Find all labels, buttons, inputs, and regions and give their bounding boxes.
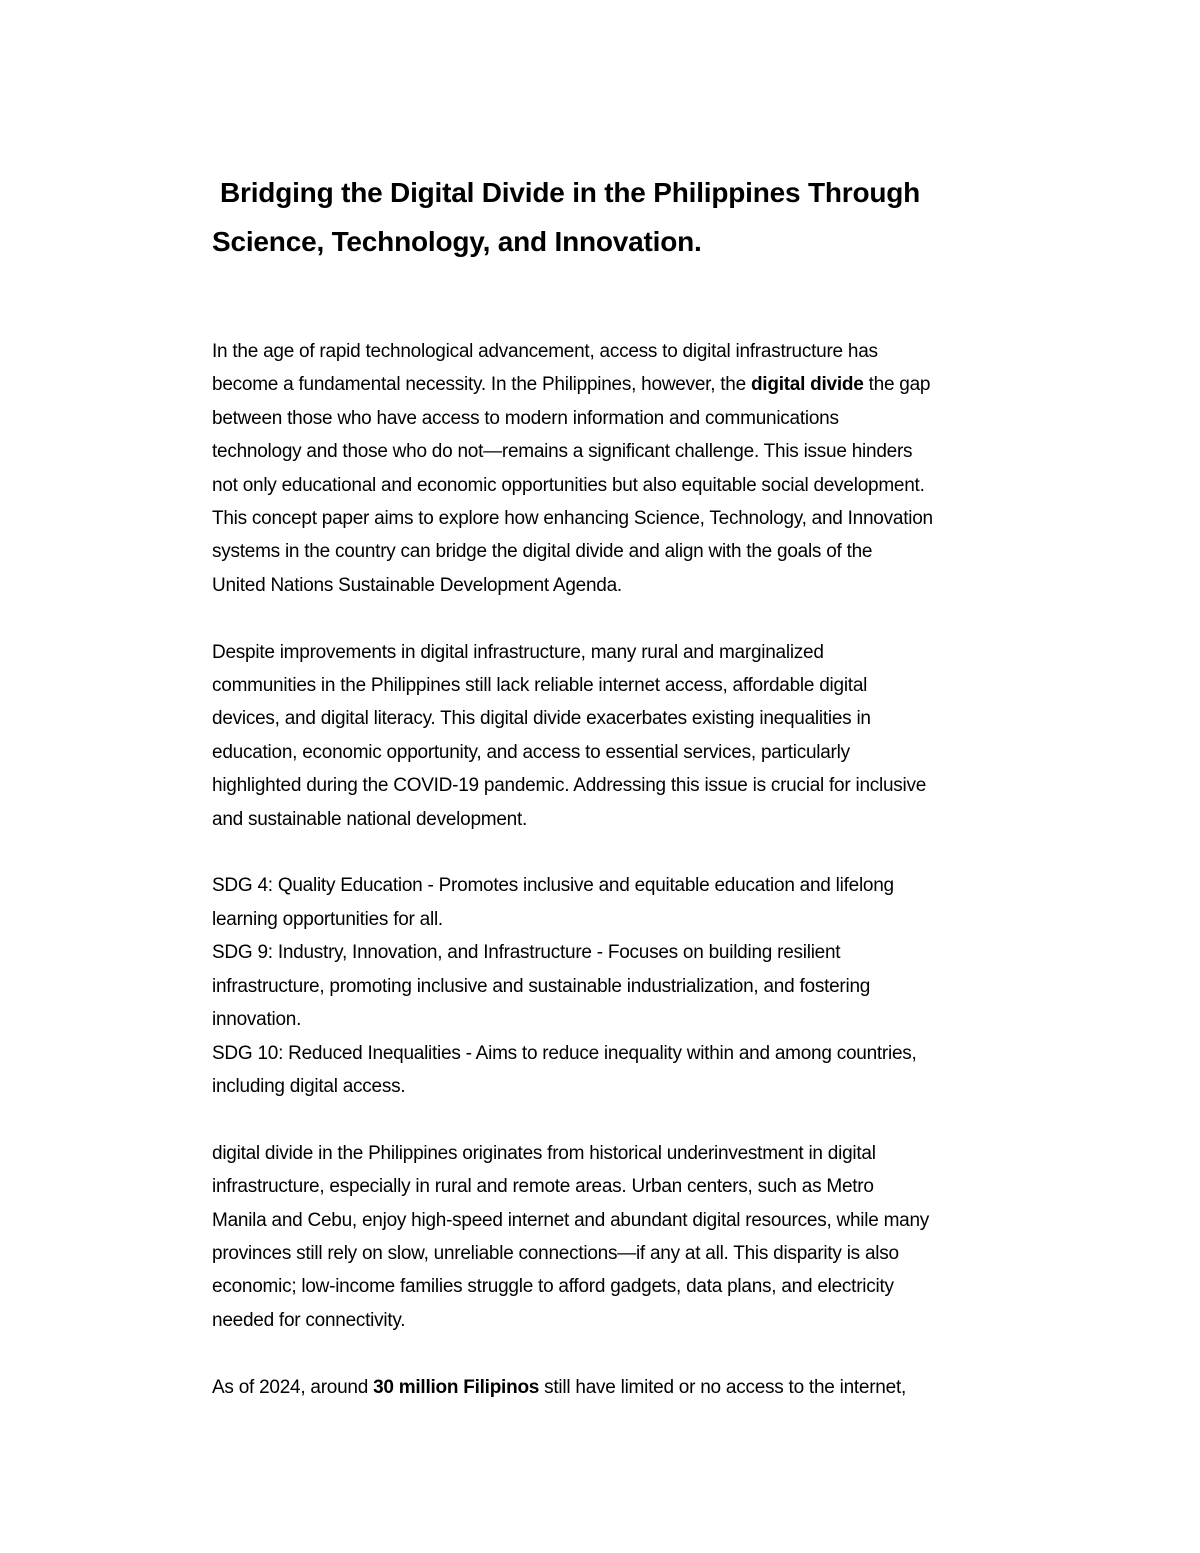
text-line: This concept paper aims to explore how enhancing Science, Technology, and Innovation xyxy=(212,508,933,530)
text-line: systems in the country can bridge the digital divide and align with the goals of the xyxy=(212,541,873,563)
text-line: In the age of rapid technological advancement, access to digital infrastructure has xyxy=(212,341,878,362)
text-line: and sustainable national development. xyxy=(212,808,528,830)
text-line: Manila and Cebu, enjoy high-speed internet and abundant digital resources, while many xyxy=(212,1209,930,1231)
text-line xyxy=(212,1371,1072,1404)
text-line: provinces still rely on slow, unreliable connections—if any at all. This disparity is also xyxy=(212,1242,899,1264)
text-line: highlighted during the COVID-19 pandemic. Addressing this issue is crucial for inclusive xyxy=(212,775,927,797)
background-paragraph xyxy=(212,1137,1072,1337)
sdg-item-line: learning opportunities for all. xyxy=(212,908,443,930)
intro-paragraph xyxy=(212,335,1072,602)
text-line: communities in the Philippines still lack reliable internet access, affordable digital xyxy=(212,675,868,697)
text-line: devices, and digital literacy. This digital divide exacerbates existing inequalities in xyxy=(212,708,871,730)
text-line: needed for connectivity. xyxy=(212,1309,406,1331)
text-run: As of 2024, around xyxy=(212,1376,374,1398)
text-run: become a fundamental necessity. In the Philippines, however, the xyxy=(212,374,751,396)
text-line xyxy=(212,368,1072,401)
title-line: Bridging the Digital Divide in the Philippines Through xyxy=(220,177,921,208)
text-line: United Nations Sustainable Development Agenda. xyxy=(212,574,622,596)
document-content xyxy=(212,168,1072,1404)
text-line: not only educational and economic opportunities but also equitable social development. xyxy=(212,474,925,496)
text-run: still have limited or no access to the internet, xyxy=(539,1376,907,1398)
text-line: digital divide in the Philippines originates from historical underinvestment in digital xyxy=(212,1142,876,1164)
text-line: education, economic opportunity, and access to essential services, particularly xyxy=(212,741,850,763)
sdg-item-line: infrastructure, promoting inclusive and sustainable industrialization, and fostering xyxy=(212,975,871,997)
text-line: Despite improvements in digital infrastructure, many rural and marginalized xyxy=(212,641,824,663)
text-line: infrastructure, especially in rural and remote areas. Urban centers, such as Metro xyxy=(212,1176,874,1198)
title-line: Science, Technology, and Innovation. xyxy=(212,226,702,257)
text-line: technology and those who do not—remains a significant challenge. This issue hinders xyxy=(212,441,913,463)
text-run: the gap xyxy=(863,374,931,396)
sdg-item-line: SDG 9: Industry, Innovation, and Infrastructure - Focuses on building resilient xyxy=(212,942,841,964)
sdg-item-line: SDG 10: Reduced Inequalities - Aims to reduce inequality within and among countries, xyxy=(212,1042,917,1064)
text-line: between those who have access to modern information and communications xyxy=(212,407,839,429)
bold-statistic: 30 million Filipinos xyxy=(373,1376,540,1398)
sdg-item-line: including digital access. xyxy=(212,1075,406,1097)
sdg-list xyxy=(212,869,1072,1103)
sdg-item-line: SDG 4: Quality Education - Promotes inclusive and equitable education and lifelong xyxy=(212,875,894,897)
text-line: economic; low-income families struggle to afford gadgets, data plans, and electricity xyxy=(212,1276,894,1298)
statistics-paragraph xyxy=(212,1371,1072,1404)
bold-term: digital divide xyxy=(750,374,864,396)
document-title xyxy=(212,168,1072,266)
problem-paragraph xyxy=(212,636,1072,836)
document-body xyxy=(212,335,1072,1404)
sdg-item-line: innovation. xyxy=(212,1009,302,1031)
